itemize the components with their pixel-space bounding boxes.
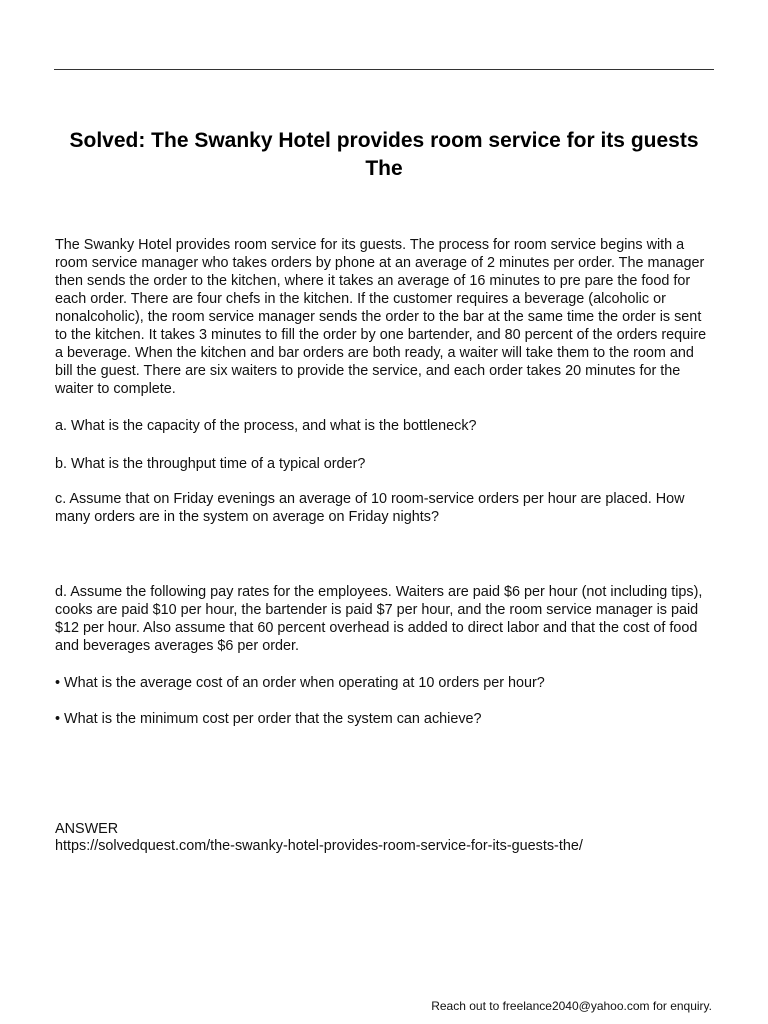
question-d: d. Assume the following pay rates for the employees. Waiters are paid $6 per hour (not including tips), cooks are paid $10 per hour, the bartender is paid $7 per hour, and the room service manager is paid $12 per hour. Also assume that 60 percent overhead is added to direct labor and that the cost of food and beverages averages $6 per order.	[55, 584, 703, 654]
question-d-bullet-2: • What is the minimum cost per order that the system can achieve?	[55, 711, 482, 727]
question-b: b. What is the throughput time of a typical order?	[55, 456, 366, 472]
page-title: Solved: The Swanky Hotel provides room service for its guests The	[69, 129, 699, 180]
footer-contact: Reach out to freelance2040@yahoo.com for enquiry.	[431, 999, 712, 1013]
answer-link[interactable]: https://solvedquest.com/the-swanky-hotel-provides-room-service-for-its-guests-the/	[55, 838, 583, 854]
header-divider	[54, 69, 714, 70]
question-d-bullet-1: • What is the average cost of an order when operating at 10 orders per hour?	[55, 675, 545, 691]
question-a: a. What is the capacity of the process, and what is the bottleneck?	[55, 418, 477, 434]
problem-description: The Swanky Hotel provides room service for its guests. The process for room service begins with a room service manager who takes orders by phone at an average of 2 minutes per order. The manager then sends the order to the kitchen, where it takes an average of 16 minutes to pre pare the food for each order. There are four chefs in the kitchen. If the customer requires a beverage (alcoholic or nonalcoholic), the room service manager sends the order to the bar at the same time the order is sent to the kitchen. It takes 3 minutes to fill the order by one bartender, and 80 percent of the orders require a beverage. When the kitchen and bar orders are both ready, a waiter will take them to the room and bill the guest. There are six waiters to provide the service, and each order takes 20 minutes for the waiter to complete.	[55, 237, 707, 397]
answer-label: ANSWER	[55, 821, 119, 837]
question-c: c. Assume that on Friday evenings an average of 10 room-service orders per hour are placed. How many orders are in the system on average on Friday nights?	[55, 491, 685, 525]
